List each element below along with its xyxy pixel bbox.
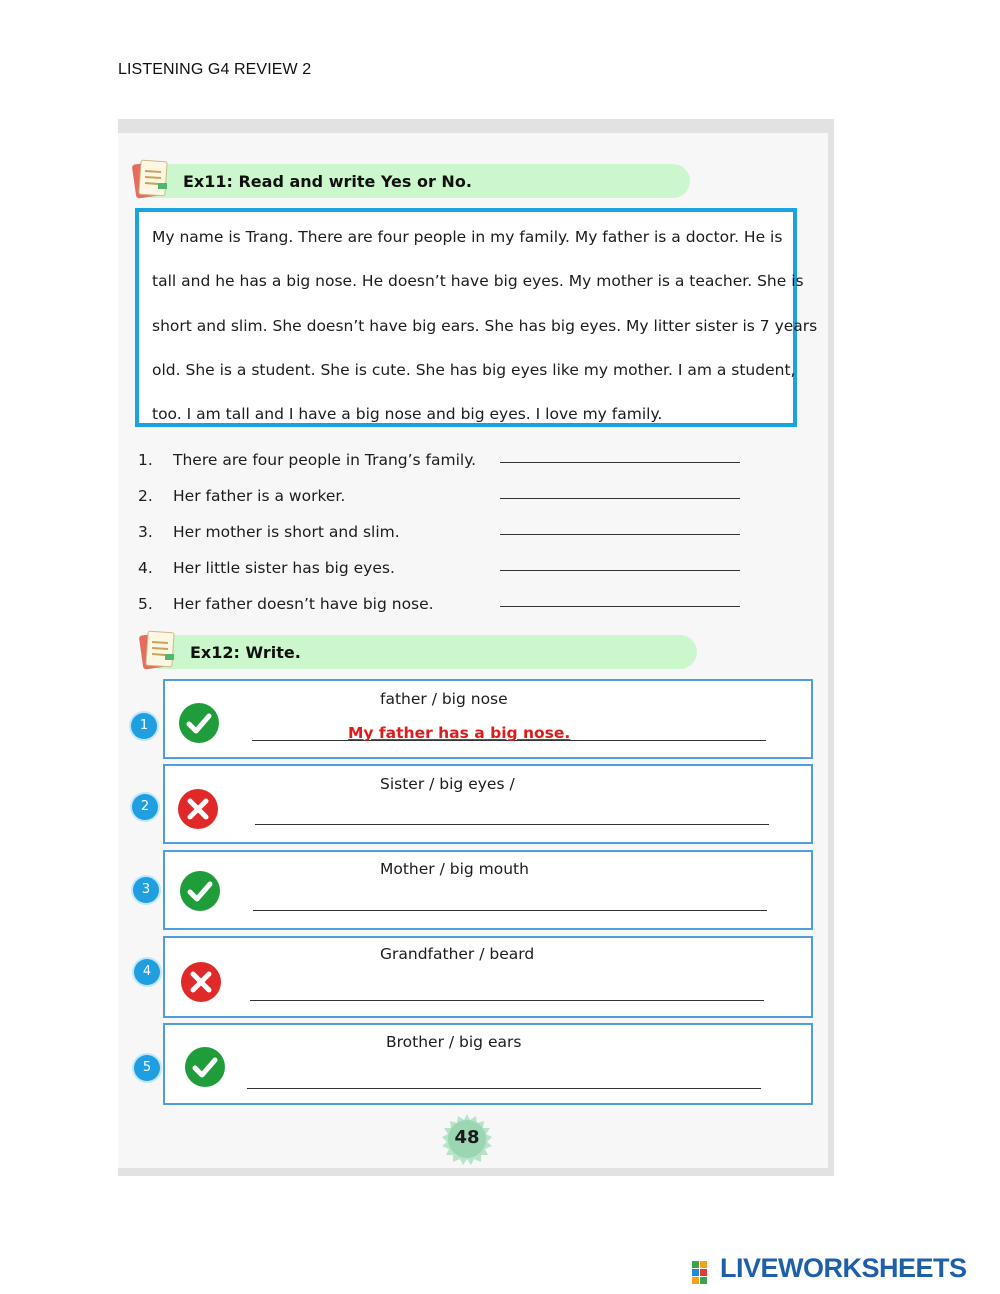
question-number: 1.	[138, 451, 153, 469]
write-prompt: Mother / big mouth	[380, 860, 529, 878]
check-icon	[179, 870, 221, 912]
book-icon	[135, 628, 181, 674]
ex11-heading: Ex11: Read and write Yes or No.	[183, 172, 472, 191]
answer-blank[interactable]	[500, 446, 740, 463]
reading-passage	[135, 208, 818, 427]
item-number-badge: 3	[133, 877, 159, 903]
item-number-badge: 2	[132, 794, 158, 820]
cross-icon	[180, 961, 222, 1003]
item-number-badge: 1	[131, 713, 157, 739]
question-text: There are four people in Trang’s family.	[173, 451, 477, 469]
write-prompt: Brother / big ears	[386, 1033, 522, 1051]
check-icon	[178, 702, 220, 744]
question-number: 4.	[138, 559, 153, 577]
write-answer-line[interactable]	[253, 894, 767, 911]
answer-blank[interactable]	[500, 482, 740, 499]
cross-icon	[177, 788, 219, 830]
question-number: 5.	[138, 595, 153, 613]
liveworksheets-logo-icon	[692, 1258, 716, 1288]
liveworksheets-brand[interactable]: LIVEWORKSHEETS	[720, 1253, 967, 1283]
item-number-badge: 5	[134, 1055, 160, 1081]
write-prompt: Grandfather / beard	[380, 945, 535, 963]
book-icon	[128, 157, 174, 203]
question-text: Her little sister has big eyes.	[173, 559, 395, 577]
question-text: Her father doesn’t have big nose.	[173, 595, 434, 613]
check-icon	[184, 1046, 226, 1088]
passage-line: too. I am tall and I have a big nose and big eyes. I love my family.	[152, 405, 663, 423]
written-answer[interactable]: My father has a big nose.	[348, 724, 571, 742]
page-number: 48	[454, 1127, 480, 1148]
answer-blank[interactable]	[500, 554, 740, 571]
write-prompt: father / big nose	[380, 690, 508, 708]
passage-line: old. She is a student. She is cute. She has big eyes like my mother. I am a student,	[152, 361, 796, 379]
passage-line: tall and he has a big nose. He doesn’t have big eyes. My mother is a teacher. She is	[152, 272, 804, 290]
page-header-title: LISTENING G4 REVIEW 2	[118, 61, 312, 78]
write-answer-line[interactable]	[255, 808, 769, 825]
answer-blank[interactable]	[500, 518, 740, 535]
passage-line: short and slim. She doesn’t have big ears. She has big eyes. My litter sister is 7 years	[152, 317, 818, 335]
item-number-badge: 4	[134, 959, 160, 985]
write-answer-line[interactable]	[250, 984, 764, 1001]
passage-line: My name is Trang. There are four people in my family. My father is a doctor. He is	[152, 228, 783, 246]
question-number: 2.	[138, 487, 153, 505]
write-answer-line[interactable]	[247, 1072, 761, 1089]
question-text: Her mother is short and slim.	[173, 523, 400, 541]
answer-blank[interactable]	[500, 590, 740, 607]
ex12-heading: Ex12: Write.	[190, 643, 301, 662]
question-number: 3.	[138, 523, 153, 541]
question-text: Her father is a worker.	[173, 487, 346, 505]
write-prompt: Sister / big eyes /	[380, 775, 515, 793]
